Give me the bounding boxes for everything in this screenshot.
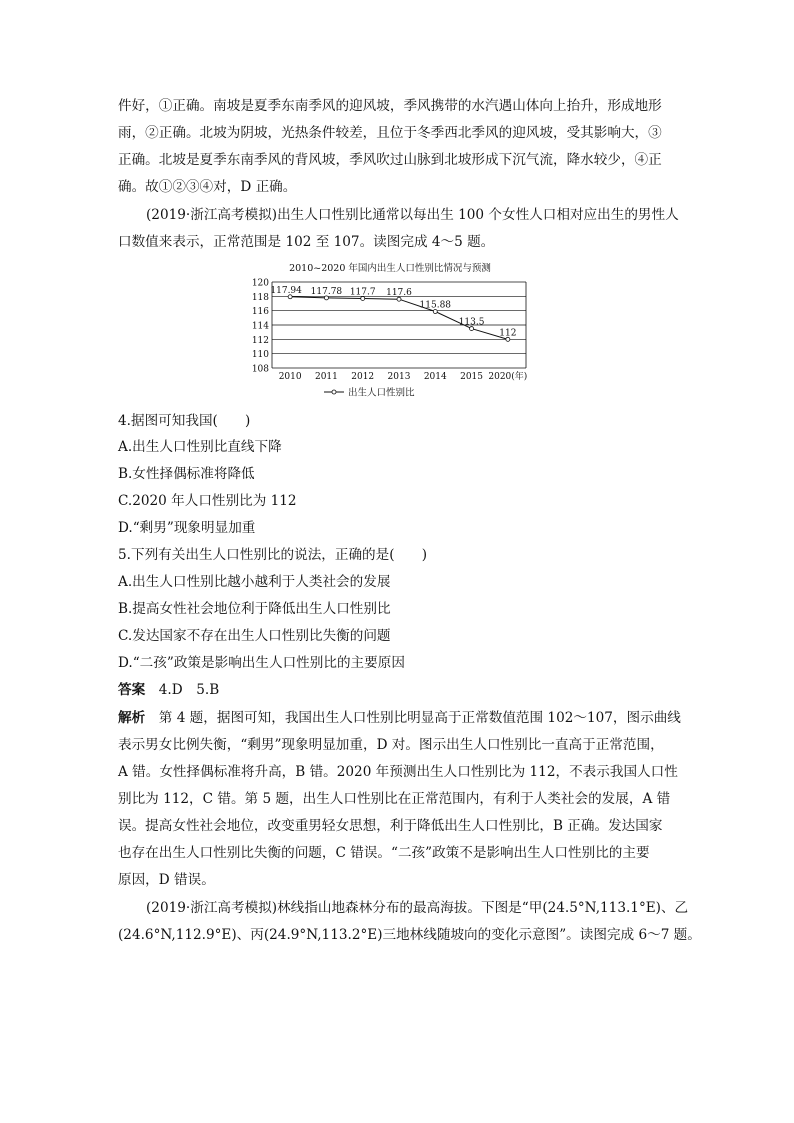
- x-tick-label: 2013: [387, 372, 411, 382]
- question-5-option-d: D.“二孩”政策是影响出生人口性别比的主要原因: [118, 655, 405, 671]
- legend-label: 出生人口性别比: [348, 387, 415, 399]
- question-5-option-a: A.出生人口性别比越小越利于人类社会的发展: [118, 574, 391, 590]
- y-tick-label: 112: [251, 335, 269, 346]
- analysis-label: 解析: [118, 710, 146, 726]
- y-tick-label: 114: [251, 321, 269, 332]
- x-tick-label: 2010: [278, 372, 302, 382]
- sex-ratio-line-chart: [240, 258, 540, 400]
- x-tick-label: 2012: [351, 372, 375, 382]
- analysis-line-4: 别比为 112，C 错。第 5 题，出生人口性别比在正常范围内，有利于人类社会的发展，A 错: [118, 791, 671, 807]
- x-tick-label: 2020(年): [488, 372, 528, 382]
- q67-intro-line-2: (24.6°N,112.9°E)、丙(24.9°N,113.2°E)三地林线随坡向的变化示意图”。读图完成 6～7 题。: [118, 927, 701, 943]
- q45-intro-line-1: (2019·浙江高考模拟)出生人口性别比通常以每出生 100 个女性人口相对应出生的男性人: [146, 207, 679, 223]
- data-label: 117.7: [349, 287, 376, 298]
- question-5-option-b: B.提高女性社会地位利于降低出生人口性别比: [118, 601, 391, 617]
- analysis-line-2: 表示男女比例失衡，“剩男”现象明显加重，D 对。图示出生人口性别比一直高于正常范围，: [118, 737, 664, 753]
- y-tick-label: 116: [251, 307, 269, 318]
- analysis-first-line: 第 4 题，据图可知，我国出生人口性别比明显高于正常数值范围 102～107，图示曲线: [158, 710, 681, 726]
- analysis-line-3: A 错。女性择偶标准将升高，B 错。2020 年预测出生人口性别比为 112，不表示我国人口性: [118, 764, 678, 780]
- question-4-stem: 4.据图可知我国( ): [118, 413, 251, 429]
- question-5-option-c: C.发达国家不存在出生人口性别比失衡的问题: [118, 628, 391, 644]
- y-tick-label: 110: [251, 350, 269, 361]
- answer-text: 4.D 5.B: [158, 682, 220, 698]
- y-tick-label: 118: [251, 292, 269, 303]
- q45-intro-line-2: 口数值来表示，正常范围是 102 至 107。读图完成 4～5 题。: [118, 234, 495, 250]
- data-label: 117.6: [386, 288, 412, 299]
- data-label: 113.5: [458, 317, 485, 328]
- analysis-line-6: 也存在出生人口性别比失衡的问题，C 错误。“二孩”政策不是影响出生人口性别比的主要: [118, 845, 650, 861]
- analysis-line-1: [118, 709, 681, 727]
- chart-legend: [324, 387, 415, 399]
- analysis-line-5: 误。提高女性社会地位，改变重男轻女思想，利于降低出生人口性别比，B 正确。发达国家: [118, 818, 663, 834]
- y-tick-label: 120: [251, 278, 269, 289]
- question-4-option-d: D.“剩男”现象明显加重: [118, 520, 256, 536]
- chart-title: 2010~2020 年国内出生人口性别比情况与预测: [289, 263, 491, 274]
- intro-line-2: 雨，②正确。北坡为阴坡，光热条件较差，且位于冬季西北季风的迎风坡，受其影响大，③: [118, 125, 662, 141]
- analysis-line-7: 原因，D 错误。: [118, 872, 215, 888]
- intro-line-3: 正确。北坡是夏季东南季风的背风坡，季风吹过山脉到北坡形成下沉气流，降水较少，④正: [118, 152, 662, 168]
- data-label: 115.88: [419, 300, 452, 311]
- legend-marker: [332, 390, 336, 394]
- y-tick-label: 108: [251, 364, 269, 375]
- x-tick-label: 2011: [314, 372, 338, 382]
- x-tick-label: 2014: [423, 372, 447, 382]
- data-label: 112: [499, 328, 517, 339]
- intro-line-4: 确。故①②③④对，D 正确。: [118, 179, 297, 195]
- q67-intro-line-1: (2019·浙江高考模拟)林线指山地森林分布的最高海拔。下图是“甲(24.5°N,113.1°E)、乙: [146, 900, 689, 916]
- question-4-option-b: B.女性择偶标准将降低: [118, 466, 255, 482]
- data-label: 117.94: [270, 285, 302, 296]
- intro-line-1: 件好，①正确。南坡是夏季东南季风的迎风坡，季风携带的水汽遇山体向上抬升，形成地形: [118, 98, 662, 114]
- question-4-option-a: A.出生人口性别比直线下降: [118, 439, 282, 455]
- data-label: 117.78: [310, 286, 343, 297]
- x-tick-label: 2015: [460, 372, 484, 382]
- answer-label: 答案: [118, 682, 146, 698]
- question-4-option-c: C.2020 年人口性别比为 112: [118, 493, 297, 509]
- question-5-stem: 5.下列有关出生人口性别比的说法，正确的是( ): [118, 547, 428, 563]
- answer-line: [118, 681, 219, 699]
